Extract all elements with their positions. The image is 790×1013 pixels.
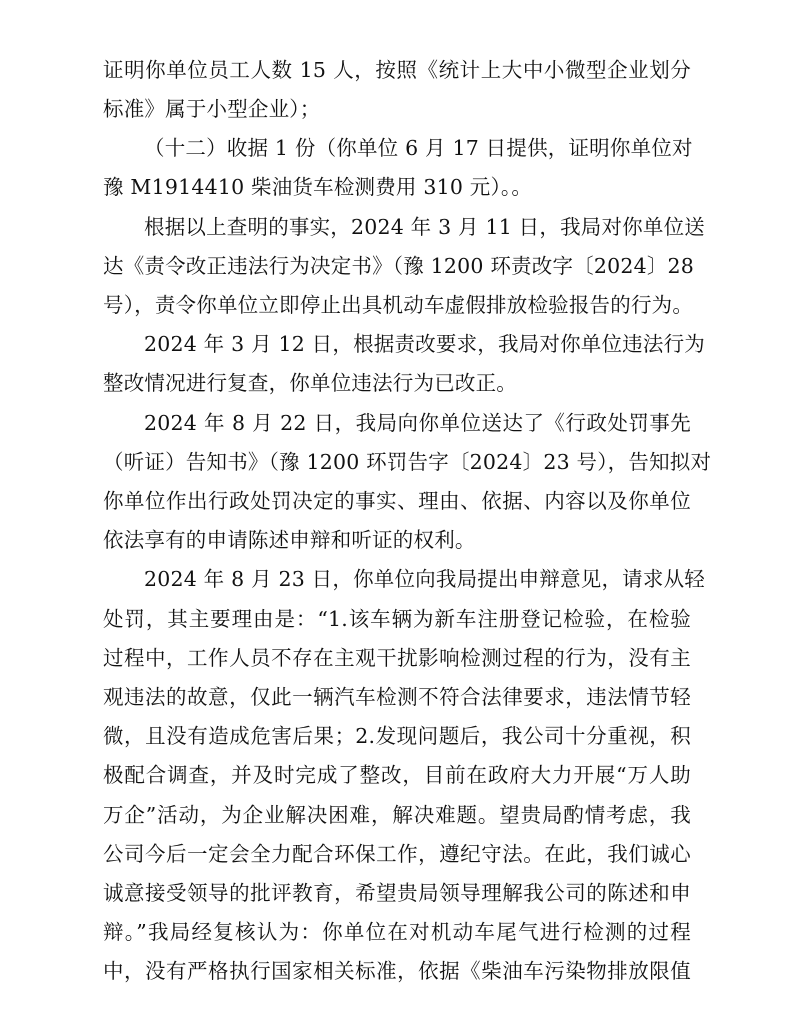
text-line: 观违法的故意，仅此一辆汽车检测不符合法律要求，违法情节轻 bbox=[103, 685, 691, 709]
text-line: 号），责令你单位立即停止出具机动车虚假排放检验报告的行为。 bbox=[103, 293, 694, 317]
text-line: 2024 年 3 月 12 日，根据责改要求，我局对你单位违法行为 bbox=[144, 332, 705, 356]
text-line: 极配合调查，并及时完成了整改，目前在政府大力开展“万人助 bbox=[103, 763, 691, 787]
text-line: 2024 年 8 月 23 日，你单位向我局提出申辩意见，请求从轻 bbox=[144, 567, 705, 591]
text-line: 标准》属于小型企业）； bbox=[103, 97, 321, 121]
text-line: 万企”活动，为企业解决困难，解决难题。望贵局酌情考虑，我 bbox=[103, 803, 691, 827]
text-line: 过程中，工作人员不存在主观干扰影响检测过程的行为，没有主 bbox=[103, 646, 691, 670]
text-line: 根据以上查明的事实，2024 年 3 月 11 日，我局对你单位送 bbox=[144, 215, 705, 239]
text-line: 你单位作出行政处罚决定的事实、理由、依据、内容以及你单位 bbox=[103, 489, 691, 513]
text-line: 整改情况进行复查，你单位违法行为已改正。 bbox=[103, 371, 517, 395]
text-line: 证明你单位员工人数 15 人，按照《统计上大中小微型企业划分 bbox=[103, 58, 691, 82]
text-line: 公司今后一定会全力配合环保工作，遵纪守法。在此，我们诚心 bbox=[103, 842, 691, 866]
text-line: 豫 M1914410 柴油货车检测费用 310 元）。。 bbox=[103, 175, 533, 199]
text-line: （十二）收据 1 份（你单位 6 月 17 日提供，证明你单位对 bbox=[144, 136, 693, 160]
text-line: 微，且没有造成危害后果；2.发现问题后，我公司十分重视，积 bbox=[103, 724, 691, 748]
text-line: 诚意接受领导的批评教育，希望贵局领导理解我公司的陈述和申 bbox=[103, 881, 691, 905]
text-line: （听证）告知书》（豫 1200 环罚告字〔2024〕23 号），告知拟对 bbox=[103, 450, 712, 474]
text-line: 中，没有严格执行国家相关标准，依据《柴油车污染物排放限值 bbox=[103, 959, 691, 983]
text-line: 处罚，其主要理由是：“1.该车辆为新车注册登记检验，在检验 bbox=[103, 607, 691, 631]
text-line: 达《责令改正违法行为决定书》（豫 1200 环责改字〔2024〕28 bbox=[103, 254, 695, 278]
text-line: 依法享有的申请陈述申辩和听证的权利。 bbox=[103, 528, 476, 552]
text-line: 辩。”我局经复核认为：你单位在对机动车尾气进行检测的过程 bbox=[103, 920, 691, 944]
text-line: 2024 年 8 月 22 日，我局向你单位送达了《行政处罚事先 bbox=[144, 411, 691, 435]
